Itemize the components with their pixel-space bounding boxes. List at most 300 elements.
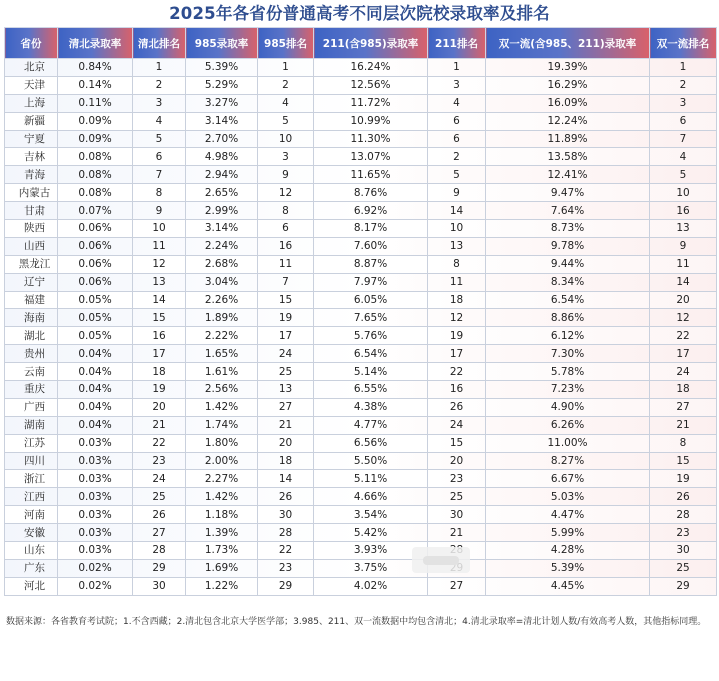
table-cell: 0.07% (58, 202, 133, 220)
table-cell: 4.90% (486, 398, 650, 416)
table-cell: 10 (650, 184, 717, 202)
table-cell: 5.29% (186, 76, 258, 94)
table-cell: 11.65% (314, 166, 428, 184)
column-header: 985排名 (258, 28, 314, 59)
table-cell: 17 (133, 345, 186, 363)
table-cell: 8.34% (486, 273, 650, 291)
table-cell: 9 (650, 237, 717, 255)
table-row (5, 416, 717, 434)
province-cell: 浙江 (5, 470, 58, 488)
table-cell: 8 (258, 202, 314, 220)
table-cell: 11 (133, 237, 186, 255)
table-cell: 8.76% (314, 184, 428, 202)
table-cell: 2.26% (186, 291, 258, 309)
table-cell: 16 (258, 237, 314, 255)
table-cell: 11 (650, 255, 717, 273)
table-cell: 3 (428, 76, 486, 94)
table-cell: 9.47% (486, 184, 650, 202)
table-cell: 2.24% (186, 237, 258, 255)
table-cell: 1.42% (186, 488, 258, 506)
table-cell: 15 (428, 434, 486, 452)
province-cell: 河北 (5, 577, 58, 595)
table-cell: 7.23% (486, 381, 650, 399)
table-cell: 20 (258, 434, 314, 452)
table-cell: 7.64% (486, 202, 650, 220)
table-cell: 2 (428, 148, 486, 166)
table-cell: 15 (133, 309, 186, 327)
table-cell: 6.55% (314, 381, 428, 399)
table-cell: 2.68% (186, 255, 258, 273)
table-cell: 17 (428, 345, 486, 363)
table-cell: 2.70% (186, 130, 258, 148)
column-header: 双一流排名 (650, 28, 717, 59)
table-cell: 1.80% (186, 434, 258, 452)
table-row (5, 112, 717, 130)
table-cell: 1.69% (186, 559, 258, 577)
table-row (5, 59, 717, 77)
table-cell: 4.98% (186, 148, 258, 166)
table-cell: 0.05% (58, 291, 133, 309)
table-cell: 22 (133, 434, 186, 452)
province-cell: 云南 (5, 363, 58, 381)
table-cell: 18 (428, 291, 486, 309)
province-cell: 天津 (5, 76, 58, 94)
table-cell: 5.39% (186, 59, 258, 77)
table-cell: 3.54% (314, 506, 428, 524)
province-cell: 青海 (5, 166, 58, 184)
table-cell: 11.30% (314, 130, 428, 148)
province-cell: 内蒙古 (5, 184, 58, 202)
table-cell: 7.65% (314, 309, 428, 327)
table-cell: 0.06% (58, 273, 133, 291)
table-row (5, 202, 717, 220)
province-cell: 宁夏 (5, 130, 58, 148)
table-cell: 18 (133, 363, 186, 381)
table-row (5, 148, 717, 166)
table-cell: 30 (258, 506, 314, 524)
table-row (5, 470, 717, 488)
table-cell: 13.58% (486, 148, 650, 166)
table-cell: 3.27% (186, 94, 258, 112)
table-cell: 7 (650, 130, 717, 148)
table-cell: 0.08% (58, 166, 133, 184)
table-cell: 22 (650, 327, 717, 345)
table-cell: 6 (428, 112, 486, 130)
table-cell: 5.03% (486, 488, 650, 506)
table-cell: 7 (258, 273, 314, 291)
table-cell: 7 (133, 166, 186, 184)
table-row (5, 327, 717, 345)
table-cell: 19 (428, 327, 486, 345)
table-cell: 0.06% (58, 220, 133, 238)
table-cell: 15 (650, 452, 717, 470)
table-cell: 19 (133, 381, 186, 399)
table-cell: 4.45% (486, 577, 650, 595)
table-cell: 23 (133, 452, 186, 470)
table-cell: 19.39% (486, 59, 650, 77)
table-cell: 12.56% (314, 76, 428, 94)
province-cell: 辽宁 (5, 273, 58, 291)
table-cell: 24 (650, 363, 717, 381)
table-cell: 27 (428, 577, 486, 595)
table-cell: 10.99% (314, 112, 428, 130)
table-cell: 9 (258, 166, 314, 184)
table-cell: 16 (133, 327, 186, 345)
table-cell: 2 (133, 76, 186, 94)
province-cell: 福建 (5, 291, 58, 309)
column-header: 211(含985)录取率 (314, 28, 428, 59)
table-cell: 20 (428, 452, 486, 470)
table-cell: 23 (258, 559, 314, 577)
table-cell: 20 (133, 398, 186, 416)
table-cell: 17 (258, 327, 314, 345)
table-cell: 10 (258, 130, 314, 148)
table-cell: 30 (133, 577, 186, 595)
table-row (5, 166, 717, 184)
table-cell: 1 (650, 59, 717, 77)
table-row (5, 363, 717, 381)
table-cell: 27 (258, 398, 314, 416)
province-cell: 吉林 (5, 148, 58, 166)
table-cell: 2.00% (186, 452, 258, 470)
table-cell: 29 (258, 577, 314, 595)
province-cell: 山西 (5, 237, 58, 255)
table-cell: 4.77% (314, 416, 428, 434)
table-cell: 0.14% (58, 76, 133, 94)
column-header: 清北录取率 (58, 28, 133, 59)
table-cell: 0.08% (58, 184, 133, 202)
table-cell: 4.02% (314, 577, 428, 595)
table-cell: 5.50% (314, 452, 428, 470)
table-cell: 1.65% (186, 345, 258, 363)
table-cell: 30 (428, 506, 486, 524)
table-cell: 0.04% (58, 381, 133, 399)
table-cell: 16 (428, 381, 486, 399)
table-cell: 2.94% (186, 166, 258, 184)
table-cell: 0.03% (58, 506, 133, 524)
table-cell: 16.29% (486, 76, 650, 94)
table-cell: 16.24% (314, 59, 428, 77)
table-row (5, 184, 717, 202)
table-cell: 9.44% (486, 255, 650, 273)
table-cell: 5.11% (314, 470, 428, 488)
province-cell: 重庆 (5, 381, 58, 399)
table-cell: 26 (428, 398, 486, 416)
table-cell: 1.73% (186, 542, 258, 560)
table-cell: 5 (133, 130, 186, 148)
table-cell: 8 (428, 255, 486, 273)
table-row (5, 237, 717, 255)
table-cell: 0.04% (58, 398, 133, 416)
table-row (5, 255, 717, 273)
table-cell: 27 (650, 398, 717, 416)
column-header: 211排名 (428, 28, 486, 59)
table-cell: 1.18% (186, 506, 258, 524)
table-row (5, 577, 717, 595)
table-cell: 4.28% (486, 542, 650, 560)
table-cell: 1 (258, 59, 314, 77)
table-cell: 6.92% (314, 202, 428, 220)
table-cell: 20 (650, 291, 717, 309)
table-cell: 14 (258, 470, 314, 488)
table-cell: 10 (428, 220, 486, 238)
table-cell: 4.47% (486, 506, 650, 524)
table-cell: 13 (258, 381, 314, 399)
table-cell: 1.39% (186, 524, 258, 542)
table-cell: 0.08% (58, 148, 133, 166)
table-cell: 0.03% (58, 470, 133, 488)
table-cell: 0.03% (58, 524, 133, 542)
province-cell: 广东 (5, 559, 58, 577)
table-row (5, 273, 717, 291)
table-cell: 0.09% (58, 130, 133, 148)
province-cell: 河南 (5, 506, 58, 524)
table-cell: 1.42% (186, 398, 258, 416)
province-cell: 广西 (5, 398, 58, 416)
table-cell: 27 (133, 524, 186, 542)
table-cell: 0.03% (58, 542, 133, 560)
table-cell: 5 (650, 166, 717, 184)
table-cell: 2.27% (186, 470, 258, 488)
table-row (5, 542, 717, 560)
table-cell: 0.03% (58, 434, 133, 452)
table-cell: 1 (428, 59, 486, 77)
table-cell: 3.14% (186, 112, 258, 130)
table-row (5, 220, 717, 238)
table-cell: 3.04% (186, 273, 258, 291)
province-cell: 湖北 (5, 327, 58, 345)
table-cell: 2.99% (186, 202, 258, 220)
table-cell: 6.12% (486, 327, 650, 345)
table-cell: 14 (428, 202, 486, 220)
table-row (5, 559, 717, 577)
table-cell: 10 (133, 220, 186, 238)
province-cell: 新疆 (5, 112, 58, 130)
table-header-row (5, 28, 717, 59)
table-cell: 3 (650, 94, 717, 112)
table-cell: 8.73% (486, 220, 650, 238)
table-cell: 0.03% (58, 452, 133, 470)
table-row (5, 76, 717, 94)
table-cell: 4 (650, 148, 717, 166)
table-cell: 13 (428, 237, 486, 255)
table-cell: 12.41% (486, 166, 650, 184)
table-cell: 29 (133, 559, 186, 577)
table-cell: 25 (428, 488, 486, 506)
table-cell: 16 (650, 202, 717, 220)
table-row (5, 488, 717, 506)
table-cell: 5.78% (486, 363, 650, 381)
table-cell: 0.84% (58, 59, 133, 77)
table-cell: 4 (428, 94, 486, 112)
table-cell: 2.56% (186, 381, 258, 399)
table-cell: 25 (258, 363, 314, 381)
province-cell: 海南 (5, 309, 58, 327)
table-row (5, 345, 717, 363)
table-cell: 6 (258, 220, 314, 238)
table-cell: 23 (650, 524, 717, 542)
province-cell: 上海 (5, 94, 58, 112)
table-cell: 16.09% (486, 94, 650, 112)
table-row (5, 524, 717, 542)
column-header: 清北排名 (133, 28, 186, 59)
column-header: 985录取率 (186, 28, 258, 59)
footnote: 数据来源：各省教育考试院；1.不含西藏；2.清北包含北京大学医学部；3.985、211、双一流数据中均包含清北；4.清北录取率=清北计划人数/有效高考人数，其他指标同理。 (6, 617, 707, 627)
table-cell: 8 (133, 184, 186, 202)
table-cell: 29 (650, 577, 717, 595)
table-cell: 7.60% (314, 237, 428, 255)
table-cell: 1.74% (186, 416, 258, 434)
table-cell: 8.86% (486, 309, 650, 327)
table-cell: 1.61% (186, 363, 258, 381)
table-cell: 0.02% (58, 559, 133, 577)
table-cell: 3.75% (314, 559, 428, 577)
table-row (5, 381, 717, 399)
table-cell: 1 (133, 59, 186, 77)
table-cell: 24 (428, 416, 486, 434)
table-cell: 21 (258, 416, 314, 434)
table-cell: 12.24% (486, 112, 650, 130)
table-cell: 30 (650, 542, 717, 560)
table-cell: 0.06% (58, 255, 133, 273)
table-cell: 3 (133, 94, 186, 112)
table-cell: 28 (650, 506, 717, 524)
table-cell: 6 (133, 148, 186, 166)
table-cell: 12 (650, 309, 717, 327)
table-cell: 5.39% (486, 559, 650, 577)
table-cell: 26 (650, 488, 717, 506)
table-cell: 21 (428, 524, 486, 542)
table-cell: 0.04% (58, 345, 133, 363)
table-cell: 24 (133, 470, 186, 488)
table-cell: 13 (650, 220, 717, 238)
province-cell: 贵州 (5, 345, 58, 363)
table-cell: 12 (428, 309, 486, 327)
table-cell: 19 (258, 309, 314, 327)
table-row (5, 291, 717, 309)
table-cell: 2.22% (186, 327, 258, 345)
table-cell: 11.89% (486, 130, 650, 148)
table-cell: 12 (258, 184, 314, 202)
table-cell: 7.97% (314, 273, 428, 291)
table-cell: 6.54% (486, 291, 650, 309)
table-cell: 5 (428, 166, 486, 184)
table-cell: 9 (428, 184, 486, 202)
table-cell: 8 (650, 434, 717, 452)
table-cell: 21 (133, 416, 186, 434)
province-cell: 江西 (5, 488, 58, 506)
table-cell: 0.04% (58, 416, 133, 434)
table-cell: 6.56% (314, 434, 428, 452)
table-cell: 19 (650, 470, 717, 488)
province-cell: 江苏 (5, 434, 58, 452)
table-cell: 0.05% (58, 327, 133, 345)
table-cell: 14 (650, 273, 717, 291)
table-cell: 4.38% (314, 398, 428, 416)
table-row (5, 130, 717, 148)
province-cell: 山东 (5, 542, 58, 560)
table-cell: 6.67% (486, 470, 650, 488)
table-cell: 6.54% (314, 345, 428, 363)
table-cell: 18 (650, 381, 717, 399)
table-cell: 5.76% (314, 327, 428, 345)
table-cell: 4 (133, 112, 186, 130)
table-row (5, 94, 717, 112)
table-cell: 11 (428, 273, 486, 291)
table-cell: 3.93% (314, 542, 428, 560)
table-cell: 2.65% (186, 184, 258, 202)
table-cell: 25 (650, 559, 717, 577)
table-cell: 0.11% (58, 94, 133, 112)
table-cell: 8.87% (314, 255, 428, 273)
table-cell: 25 (133, 488, 186, 506)
table-cell: 2 (258, 76, 314, 94)
table-cell: 7.30% (486, 345, 650, 363)
province-cell: 湖南 (5, 416, 58, 434)
page-title: 2025年各省份普通高考不同层次院校录取率及排名 (169, 4, 550, 23)
table-cell: 26 (133, 506, 186, 524)
table-cell: 0.09% (58, 112, 133, 130)
province-cell: 甘肃 (5, 202, 58, 220)
province-cell: 陕西 (5, 220, 58, 238)
table-cell: 0.02% (58, 577, 133, 595)
table-cell: 22 (428, 363, 486, 381)
table-cell: 14 (133, 291, 186, 309)
table-cell: 15 (258, 291, 314, 309)
table-cell: 3.14% (186, 220, 258, 238)
table-cell: 6 (650, 112, 717, 130)
table-cell: 28 (258, 524, 314, 542)
table-cell: 13.07% (314, 148, 428, 166)
table-cell: 1.89% (186, 309, 258, 327)
table-cell: 5.99% (486, 524, 650, 542)
table-cell: 8.17% (314, 220, 428, 238)
table-cell: 28 (133, 542, 186, 560)
table-cell: 9.78% (486, 237, 650, 255)
table-row (5, 434, 717, 452)
table-cell: 11.00% (486, 434, 650, 452)
table-cell: 23 (428, 470, 486, 488)
table-body (5, 59, 717, 596)
table-cell: 6.26% (486, 416, 650, 434)
table-cell: 4 (258, 94, 314, 112)
table-row (5, 506, 717, 524)
table-cell: 11 (258, 255, 314, 273)
province-cell: 安徽 (5, 524, 58, 542)
table-cell: 11.72% (314, 94, 428, 112)
table-cell: 6 (428, 130, 486, 148)
table-cell: 24 (258, 345, 314, 363)
table-cell: 22 (258, 542, 314, 560)
table-row (5, 452, 717, 470)
table-cell: 13 (133, 273, 186, 291)
table-cell: 12 (133, 255, 186, 273)
table-cell: 5 (258, 112, 314, 130)
admission-rate-table (4, 27, 717, 596)
table-cell: 17 (650, 345, 717, 363)
table-cell: 0.06% (58, 237, 133, 255)
table-cell: 5.42% (314, 524, 428, 542)
province-cell: 黑龙江 (5, 255, 58, 273)
province-cell: 北京 (5, 59, 58, 77)
table-cell: 0.04% (58, 363, 133, 381)
table-cell: 9 (133, 202, 186, 220)
table-cell: 3 (258, 148, 314, 166)
table-cell: 4.66% (314, 488, 428, 506)
table-cell: 8.27% (486, 452, 650, 470)
table-cell: 0.05% (58, 309, 133, 327)
table-row (5, 309, 717, 327)
